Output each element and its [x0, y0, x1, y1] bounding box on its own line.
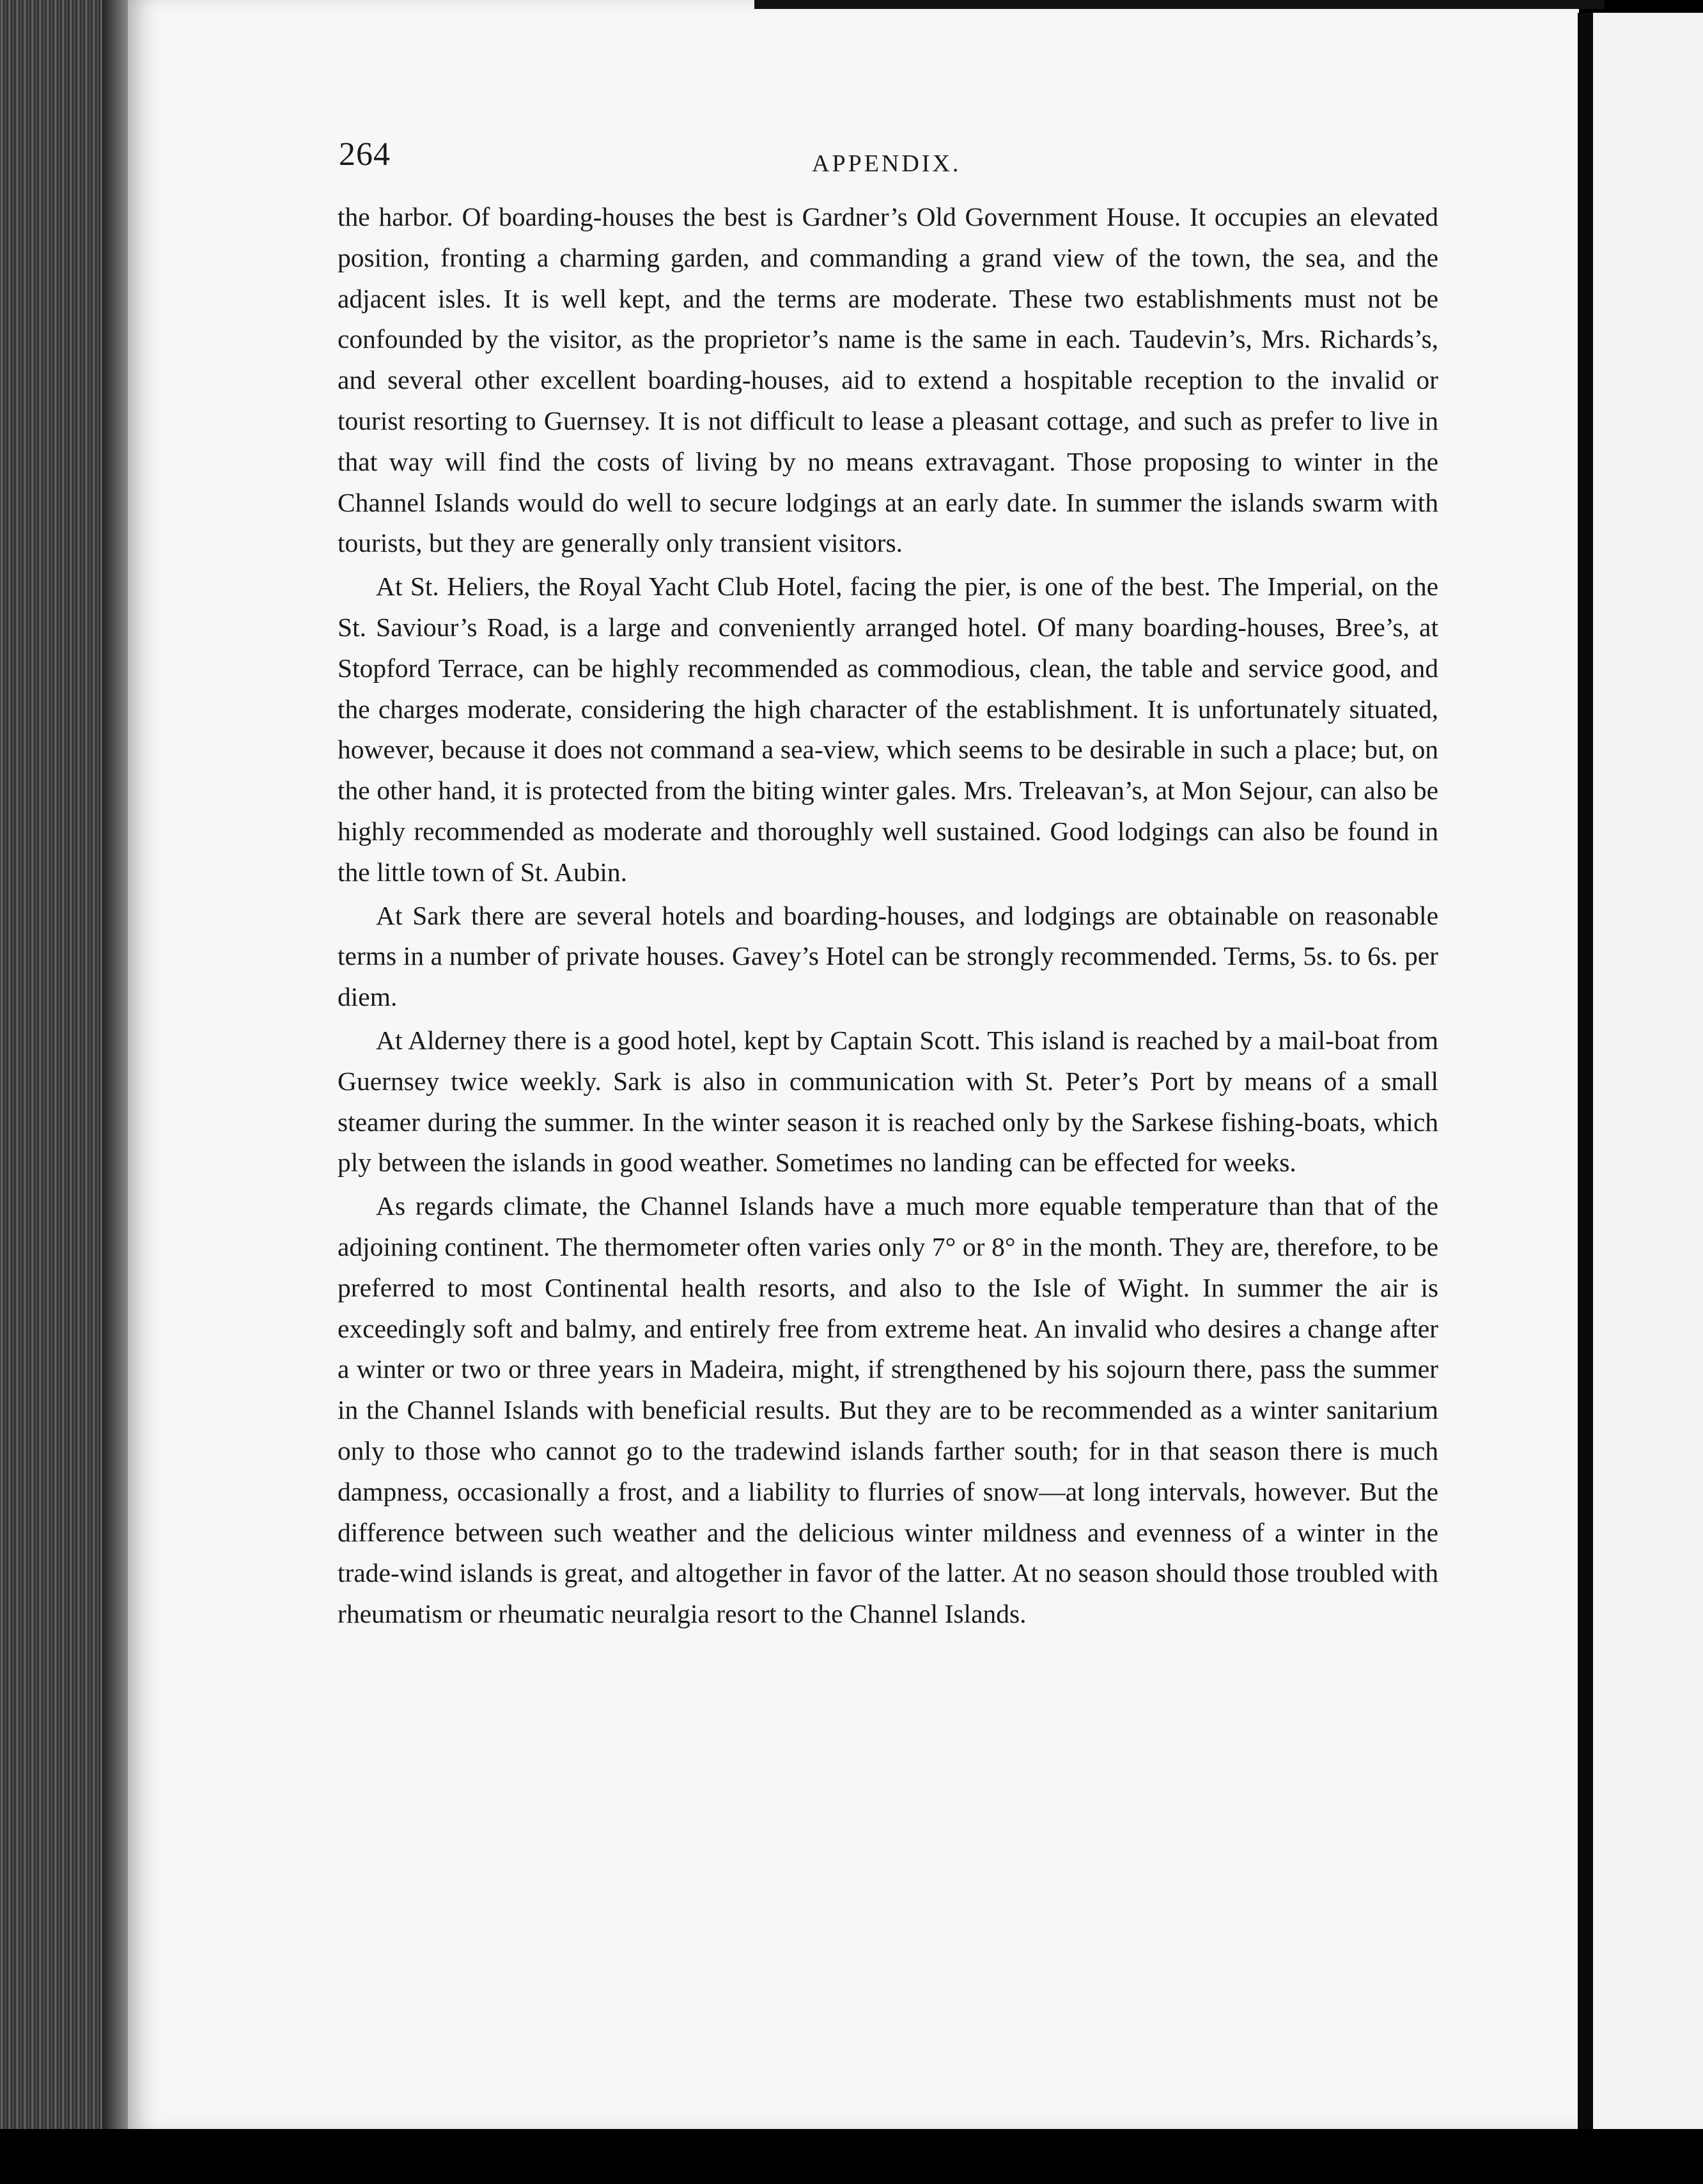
page-number: 264 [339, 136, 391, 173]
paragraph: As regards climate, the Channel Islands have a much more equable temperature than that of the adjoining continent. The thermometer often varies only 7° or 8° in the month. They are, therefore, to be preferred to most Continental health resorts, and also to the Isle of Wight. In summer the air is exceedingly soft and balmy, and entirely free from extreme heat. An invalid who desires a change after a winter or two or three years in Madeira, might, if strengthened by his sojourn there, pass the summer in the Channel Islands with beneficial results. But they are to be recommended as a winter sanitarium only to those who cannot go to the tradewind islands farther south; for in that season there is much dampness, occasionally a frost, and a liability to flurries of snow—at long intervals, however. But the difference between such weather and the delicious winter mildness and evenness of a winter in the trade-wind islands is great, and altogether in favor of the latter. At no season should those troubled with rheumatism or rheumatic neuralgia resort to the Channel Islands. [338, 1191, 1438, 1629]
body-text [338, 197, 1438, 1635]
running-head: APPENDIX. [812, 150, 961, 177]
paragraph: At St. Heliers, the Royal Yacht Club Hotel, facing the pier, is one of the best. The Imperial, on the St. Saviour’s Road, is a large and conveniently arranged hotel. Of many boarding-houses, Bree’s, at Stopford Terrace, can be highly recommended as commodious, clean, the table and service good, and the charges moderate, considering the high character of the establishment. It is unfortunately situated, however, because it does not command a sea-view, which seems to be desirable in such a place; but, on the other hand, it is protected from the biting winter gales. Mrs. Treleavan’s, at Mon Sejour, can also be highly recommended as moderate and thoroughly well sustained. Good lodgings can also be found in the little town of St. Aubin. [338, 572, 1438, 887]
book-page-edges [0, 0, 115, 2184]
paragraph: At Alderney there is a good hotel, kept by Captain Scott. This island is reached by a mail-boat from Guernsey twice weekly. Sark is also in communication with St. Peter’s Port by means of a small steamer during the summer. In the winter season it is reached only by the Sarkese fishing-boats, which ply between the islands in good weather. Sometimes no landing can be effected for weeks. [338, 1025, 1438, 1178]
book-gutter [1578, 13, 1593, 2142]
page-top-shadow [754, 0, 1605, 9]
scan-bottom-border [0, 2129, 1703, 2184]
facing-page-edge [1593, 13, 1703, 2142]
page-header [339, 136, 1438, 187]
paragraph: the harbor. Of boarding-houses the best is Gardner’s Old Government House. It occupies an elevated position, fronting a charming garden, and commanding a grand view of the town, the sea, and the adjacent isles. It is well kept, and the terms are moderate. These two establishments must not be confounded by the visitor, as the proprietor’s name is the same in each. Taudevin’s, Mrs. Richards’s, and several other excellent boarding-houses, aid to extend a hospitable reception to the invalid or tourist resorting to Guernsey. It is not difficult to lease a pleasant cottage, and such as prefer to live in that way will find the costs of living by no means extravagant. Those proposing to winter in the Channel Islands would do well to secure lodgings at an early date. In summer the islands swarm with tourists, but they are generally only transient visitors. [338, 202, 1438, 558]
paragraph: At Sark there are several hotels and boarding-houses, and lodgings are obtainable on reasonable terms in a number of private houses. Gavey’s Hotel can be strongly recommended. Terms, 5s. to 6s. per diem. [338, 900, 1438, 1012]
